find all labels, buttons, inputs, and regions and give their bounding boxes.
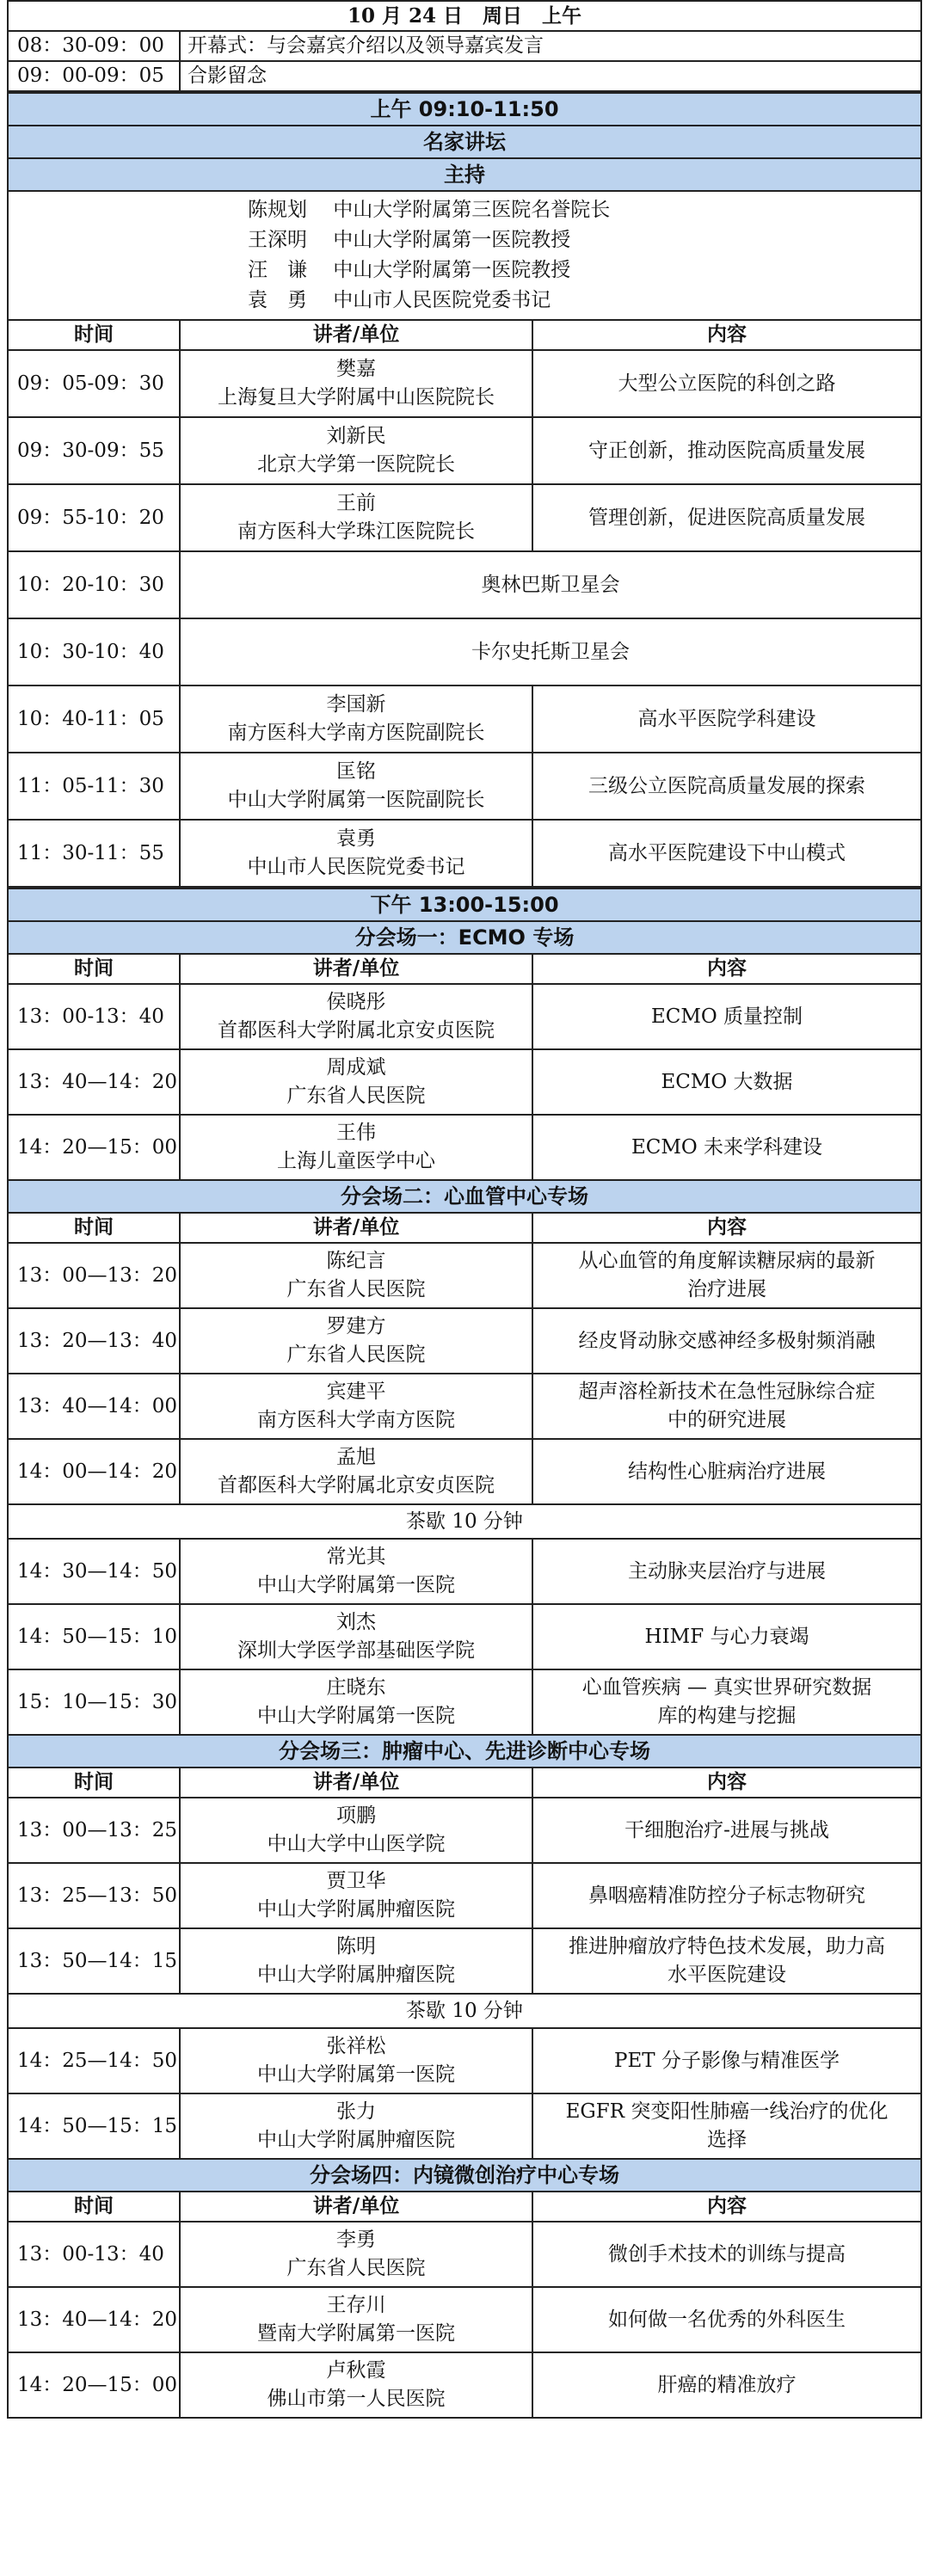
speaker-name: 王存川: [326, 2294, 386, 2316]
speaker-name: 孟旭: [336, 1446, 376, 1468]
speaker-cell: [180, 350, 532, 417]
content-cell: ECMO 大数据: [532, 1049, 921, 1115]
table-row: [8, 484, 921, 551]
speaker-cell: [180, 1308, 532, 1374]
header-speaker: 讲者/单位: [180, 320, 532, 350]
column-header-row: [8, 320, 921, 350]
speaker-unit: 中山大学附属第一医院副院长: [227, 789, 485, 811]
column-header-row: [8, 954, 921, 984]
time-cell: 10：30-10：40: [8, 618, 180, 685]
speaker-name: 王前: [336, 492, 376, 514]
host-band: 主持: [8, 158, 921, 191]
photo-time: 09：00-09：05: [8, 61, 180, 91]
time-cell: 11：30-11：55: [8, 820, 180, 887]
content-line: 从心血管的角度解读糖尿病的最新: [578, 1250, 876, 1272]
speaker-cell: [180, 1374, 532, 1439]
session-band-1: 分会场一：ECMO 专场: [8, 921, 921, 954]
speaker-name: 贾卫华: [326, 1870, 386, 1892]
table-row: [8, 618, 921, 685]
speaker-unit: 中山大学附属肿瘤医院: [257, 1898, 455, 1921]
content-cell: [532, 2093, 921, 2159]
session-band-4: 分会场四：内镜微创治疗中心专场: [8, 2159, 921, 2192]
speaker-unit: 南方医科大学南方医院: [257, 1409, 455, 1431]
satellite-session: 卡尔史托斯卫星会: [180, 618, 921, 685]
speaker-unit: 中山市人民医院党委书记: [247, 856, 465, 878]
header-content: 内容: [532, 954, 921, 984]
time-cell: 09：30-09：55: [8, 417, 180, 484]
time-cell: 14：20—15：00: [8, 2352, 180, 2418]
speaker-unit: 广东省人民医院: [286, 1085, 426, 1107]
table-row: [8, 350, 921, 417]
column-header-row: [8, 1768, 921, 1798]
content-cell: 如何做一名优秀的外科医生: [532, 2287, 921, 2352]
speaker-cell: [180, 417, 532, 484]
speaker-name: 侯晓彤: [326, 991, 386, 1013]
time-cell: 10：40-11：05: [8, 685, 180, 753]
content-cell: [532, 1669, 921, 1735]
opening-table: [7, 0, 922, 92]
speaker-cell: [180, 1439, 532, 1504]
time-cell: 13：40—14：20: [8, 2287, 180, 2352]
content-line: 心血管疾病 — 真实世界研究数据: [581, 1676, 872, 1699]
header-time: 时间: [8, 2192, 180, 2222]
speaker-name: 王伟: [336, 1122, 376, 1144]
speaker-name: 刘杰: [336, 1611, 376, 1633]
table-row: [8, 685, 921, 753]
header-time: 时间: [8, 1213, 180, 1243]
content-cell: [532, 1374, 921, 1439]
speaker-unit: 中山大学附属第一医院: [257, 1705, 455, 1727]
tea-break: 茶歇 10 分钟: [8, 1504, 921, 1539]
time-cell: 13：00-13：40: [8, 984, 180, 1049]
speaker-unit: 广东省人民医院: [286, 1343, 426, 1366]
forum-band: 名家讲坛: [8, 126, 921, 158]
photo-content: 合影留念: [180, 61, 921, 91]
speaker-unit: 中山大学附属第一医院: [257, 2063, 455, 2086]
host-entry: 王深明 中山大学附属第一医院教授: [248, 229, 571, 251]
column-header-row: [8, 2192, 921, 2222]
content-line: EGFR 突变阳性肺癌一线治疗的优化: [565, 2100, 889, 2123]
content-cell: ECMO 质量控制: [532, 984, 921, 1049]
time-cell: 14：20—15：00: [8, 1115, 180, 1180]
time-cell: 14：50—15：15: [8, 2093, 180, 2159]
content-cell: HIMF 与心力衰竭: [532, 1604, 921, 1669]
column-header-row: [8, 1213, 921, 1243]
speaker-unit: 中山大学中山医学院: [267, 1833, 446, 1855]
header-speaker: 讲者/单位: [180, 954, 532, 984]
table-row: [8, 2028, 921, 2093]
time-cell: 14：50—15：10: [8, 1604, 180, 1669]
content-cell: [532, 1928, 921, 1994]
table-row: [8, 1308, 921, 1374]
table-row: [8, 1439, 921, 1504]
content-cell: 微创手术技术的训练与提高: [532, 2222, 921, 2287]
speaker-cell: [180, 2222, 532, 2287]
agenda-document: [7, 0, 922, 2419]
time-cell: 14：25—14：50: [8, 2028, 180, 2093]
speaker-name: 庄晓东: [326, 1676, 386, 1699]
time-cell: 14：30—14：50: [8, 1539, 180, 1604]
time-cell: 13：40—14：20: [8, 1049, 180, 1115]
table-row: [8, 753, 921, 820]
speaker-unit: 首都医科大学附属北京安贞医院: [218, 1474, 495, 1497]
speaker-cell: [180, 1115, 532, 1180]
table-row: [8, 2287, 921, 2352]
time-cell: 13：20—13：40: [8, 1308, 180, 1374]
speaker-cell: [180, 1798, 532, 1863]
speaker-cell: [180, 1928, 532, 1994]
time-cell: 09：55-10：20: [8, 484, 180, 551]
content-cell: 守正创新，推动医院高质量发展: [532, 417, 921, 484]
speaker-name: 项鹏: [336, 1804, 376, 1827]
time-cell: 14：00—14：20: [8, 1439, 180, 1504]
speaker-cell: [180, 2352, 532, 2418]
time-cell: 09：05-09：30: [8, 350, 180, 417]
time-cell: 13：00—13：25: [8, 1798, 180, 1863]
header-speaker: 讲者/单位: [180, 1213, 532, 1243]
host-entry: 袁 勇 中山市人民医院党委书记: [248, 289, 551, 311]
content-cell: PET 分子影像与精准医学: [532, 2028, 921, 2093]
speaker-unit: 首都医科大学附属北京安贞医院: [218, 1019, 495, 1042]
host-entry: 汪 谦 中山大学附属第一医院教授: [248, 259, 571, 281]
content-cell: 主动脉夹层治疗与进展: [532, 1539, 921, 1604]
speaker-unit: 深圳大学医学部基础医学院: [237, 1639, 475, 1662]
speaker-unit: 上海儿童医学中心: [277, 1150, 435, 1172]
speaker-name: 卢秋霞: [326, 2359, 386, 2382]
content-cell: 管理创新，促进医院高质量发展: [532, 484, 921, 551]
speaker-name: 张祥松: [326, 2035, 386, 2057]
content-cell: 三级公立医院高质量发展的探索: [532, 753, 921, 820]
table-row: [8, 984, 921, 1049]
speaker-name: 陈纪言: [326, 1250, 386, 1272]
speaker-cell: [180, 685, 532, 753]
header-speaker: 讲者/单位: [180, 1768, 532, 1798]
table-row: [8, 1243, 921, 1308]
afternoon-band: 下午 13:00-15:00: [8, 888, 921, 921]
speaker-name: 罗建方: [326, 1315, 386, 1337]
speaker-unit: 北京大学第一医院院长: [257, 453, 455, 476]
content-line: 推进肿瘤放疗特色技术发展，助力高: [569, 1935, 885, 1958]
table-row: [8, 1994, 921, 2028]
content-line: 库的构建与挖掘: [657, 1705, 797, 1727]
speaker-unit: 南方医科大学珠江医院院长: [237, 520, 475, 543]
content-cell: 经皮肾动脉交感神经多极射频消融: [532, 1308, 921, 1374]
table-row: [8, 1604, 921, 1669]
time-cell: 10：20-10：30: [8, 551, 180, 618]
speaker-name: 匡铭: [336, 760, 376, 783]
opening-time: 08：30-09：00: [8, 31, 180, 61]
speaker-unit: 暨南大学附属第一医院: [257, 2322, 455, 2345]
host-list: [8, 191, 921, 320]
time-cell: 13：40—14：00: [8, 1374, 180, 1439]
table-row: [8, 551, 921, 618]
table-row: [8, 2222, 921, 2287]
speaker-cell: [180, 1604, 532, 1669]
table-row: [8, 1669, 921, 1735]
content-cell: 高水平医院学科建设: [532, 685, 921, 753]
speaker-unit: 中山大学附属肿瘤医院: [257, 1964, 455, 1986]
speaker-cell: [180, 1049, 532, 1115]
header-speaker: 讲者/单位: [180, 2192, 532, 2222]
speaker-name: 陈明: [336, 1935, 376, 1958]
table-row: [8, 1798, 921, 1863]
header-time: 时间: [8, 954, 180, 984]
speaker-name: 李勇: [336, 2229, 376, 2251]
speaker-unit: 中山大学附属肿瘤医院: [257, 2129, 455, 2151]
host-entry: 陈规划 中山大学附属第三医院名誉院长: [248, 199, 611, 221]
speaker-cell: [180, 1243, 532, 1308]
speaker-unit: 广东省人民医院: [286, 2257, 426, 2279]
speaker-name: 袁勇: [336, 827, 376, 850]
content-line: 选择: [707, 2129, 747, 2151]
time-cell: 13：00—13：20: [8, 1243, 180, 1308]
table-row: [8, 417, 921, 484]
content-cell: [532, 1243, 921, 1308]
time-cell: 13：25—13：50: [8, 1863, 180, 1928]
table-row: [8, 1504, 921, 1539]
speaker-cell: [180, 2028, 532, 2093]
speaker-name: 周成斌: [326, 1056, 386, 1079]
speaker-name: 刘新民: [326, 425, 386, 447]
time-cell: 13：50—14：15: [8, 1928, 180, 1994]
speaker-name: 张力: [336, 2100, 376, 2123]
morning-table: [7, 92, 922, 888]
header-time: 时间: [8, 320, 180, 350]
header-content: 内容: [532, 2192, 921, 2222]
opening-content: 开幕式：与会嘉宾介绍以及领导嘉宾发言: [180, 31, 921, 61]
table-row: [8, 1863, 921, 1928]
content-line: 超声溶栓新技术在急性冠脉综合症: [578, 1380, 876, 1403]
speaker-cell: [180, 2287, 532, 2352]
content-cell: 肝癌的精准放疗: [532, 2352, 921, 2418]
speaker-name: 常光其: [326, 1546, 386, 1568]
content-cell: ECMO 未来学科建设: [532, 1115, 921, 1180]
afternoon-table: [7, 888, 922, 2419]
speaker-cell: [180, 984, 532, 1049]
speaker-name: 宾建平: [326, 1380, 386, 1403]
content-cell: 大型公立医院的科创之路: [532, 350, 921, 417]
table-row: [8, 1928, 921, 1994]
content-cell: 干细胞治疗-进展与挑战: [532, 1798, 921, 1863]
header-content: 内容: [532, 1213, 921, 1243]
header-content: 内容: [532, 320, 921, 350]
session-band-3: 分会场三：肿瘤中心、先进诊断中心专场: [8, 1735, 921, 1768]
session-band-2: 分会场二：心血管中心专场: [8, 1180, 921, 1213]
header-time: 时间: [8, 1768, 180, 1798]
morning-band: 上午 09:10-11:50: [8, 93, 921, 126]
table-row: [8, 1539, 921, 1604]
table-row: [8, 1374, 921, 1439]
content-cell: 结构性心脏病治疗进展: [532, 1439, 921, 1504]
time-cell: 15：10—15：30: [8, 1669, 180, 1735]
speaker-cell: [180, 820, 532, 887]
content-cell: 鼻咽癌精准防控分子标志物研究: [532, 1863, 921, 1928]
speaker-unit: 佛山市第一人民医院: [267, 2388, 446, 2410]
tea-break: 茶歇 10 分钟: [8, 1994, 921, 2028]
content-cell: 高水平医院建设下中山模式: [532, 820, 921, 887]
speaker-unit: 广东省人民医院: [286, 1278, 426, 1300]
satellite-session: 奥林巴斯卫星会: [180, 551, 921, 618]
speaker-unit: 上海复旦大学附属中山医院院长: [218, 386, 495, 409]
content-line: 水平医院建设: [668, 1964, 786, 1986]
speaker-cell: [180, 2093, 532, 2159]
speaker-cell: [180, 1863, 532, 1928]
table-row: [8, 1049, 921, 1115]
time-cell: 11：05-11：30: [8, 753, 180, 820]
time-cell: 13：00-13：40: [8, 2222, 180, 2287]
table-row: [8, 820, 921, 887]
speaker-name: 樊嘉: [336, 358, 376, 380]
speaker-cell: [180, 484, 532, 551]
content-line: 治疗进展: [687, 1278, 766, 1300]
header-content: 内容: [532, 1768, 921, 1798]
schedule-sections: [7, 92, 922, 2419]
speaker-cell: [180, 1669, 532, 1735]
day-title: 10 月 24 日 周日 上午: [8, 1, 921, 31]
speaker-unit: 中山大学附属第一医院: [257, 1574, 455, 1596]
speaker-name: 李国新: [326, 693, 386, 716]
table-row: [8, 2352, 921, 2418]
table-row: [8, 2093, 921, 2159]
speaker-cell: [180, 753, 532, 820]
speaker-unit: 南方医科大学南方医院副院长: [227, 722, 485, 744]
table-row: [8, 1115, 921, 1180]
speaker-cell: [180, 1539, 532, 1604]
content-line: 中的研究进展: [668, 1409, 786, 1431]
